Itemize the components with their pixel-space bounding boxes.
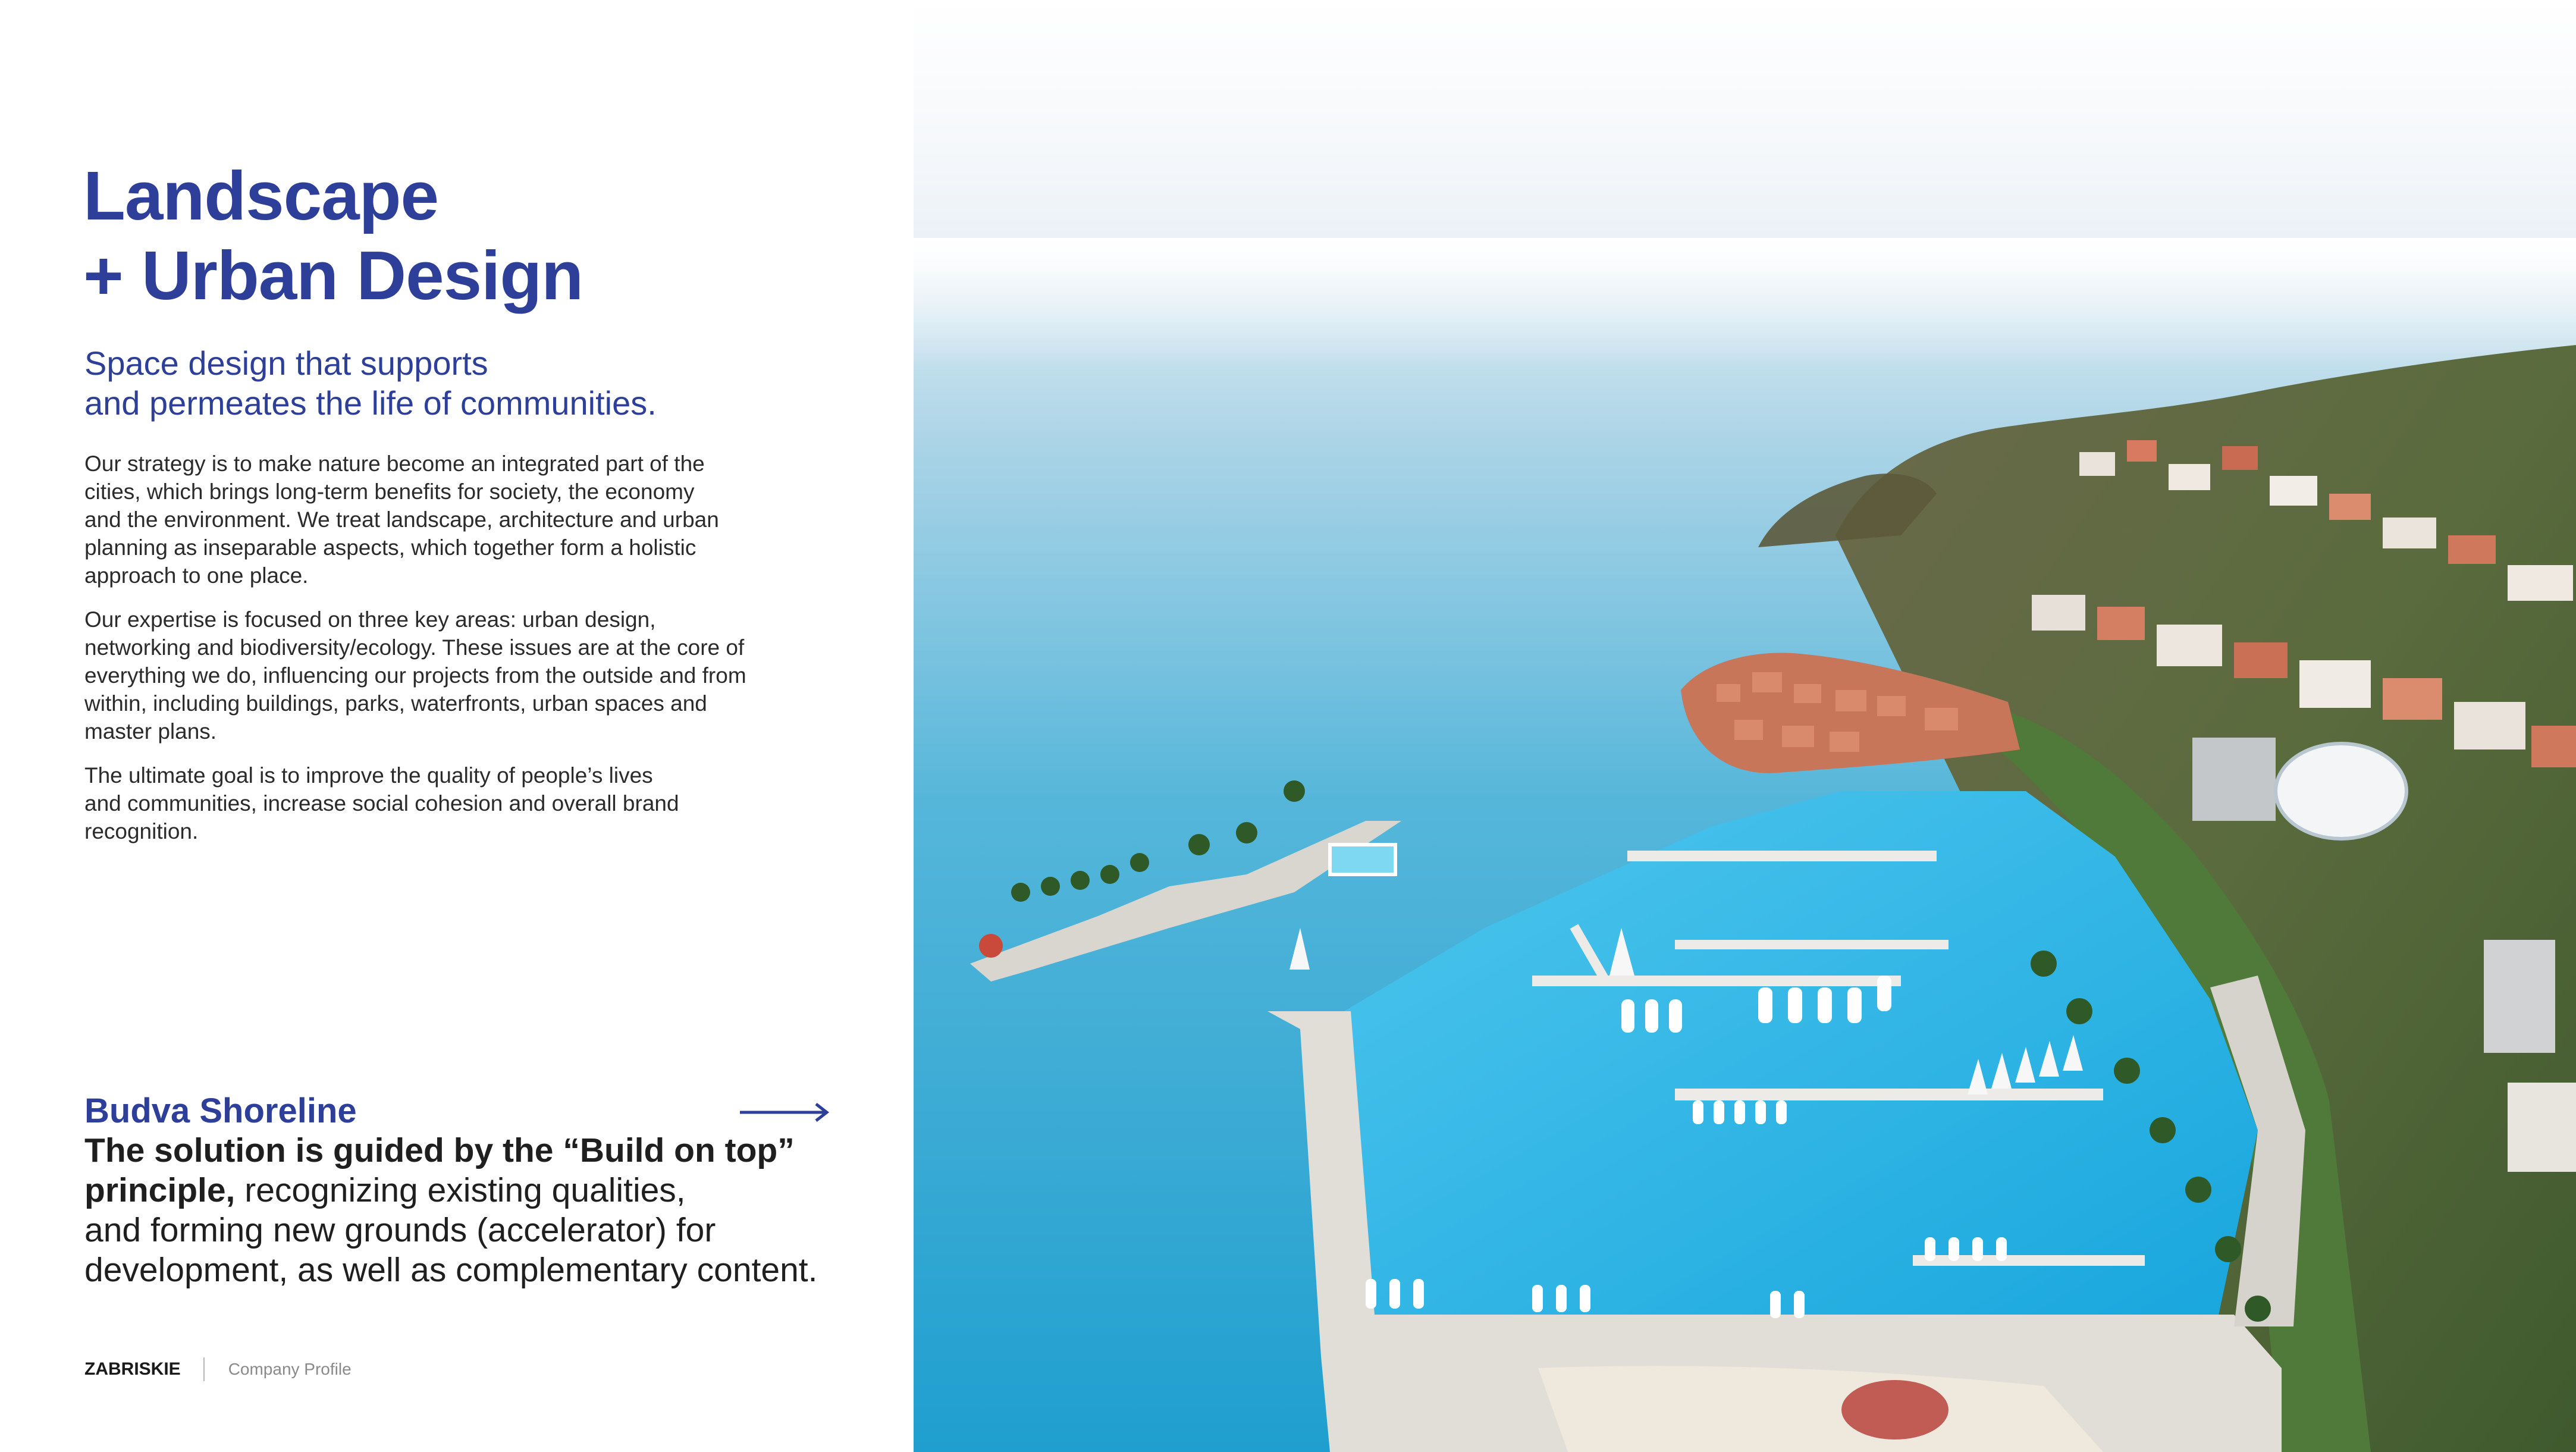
- subtitle-line-1: Space design that supports: [84, 344, 488, 382]
- paragraph-strategy: [84, 450, 858, 589]
- body-line: and the environment. We treat landscape, architecture and urban: [84, 507, 719, 532]
- project-desc-line-4: development, as well as complementary content.: [84, 1251, 818, 1289]
- project-description: [84, 1131, 817, 1290]
- haze: [914, 238, 2576, 369]
- project-desc-text: recognizing existing qualities,: [235, 1171, 686, 1209]
- subtitle-line-2: and permeates the life of communities.: [84, 384, 657, 422]
- page-subtitle: [84, 343, 657, 423]
- project-desc-bold: The solution is guided by the “Build on top”: [84, 1131, 795, 1169]
- text-column: [0, 0, 914, 1452]
- heliport: [979, 934, 1003, 958]
- arrow-right-icon[interactable]: [740, 1102, 830, 1122]
- body-line: Our strategy is to make nature become an integrated part of the: [84, 451, 705, 476]
- brand-logo: ZABRISKIE: [84, 1359, 181, 1379]
- body-line: and communities, increase social cohesion and overall brand: [84, 791, 679, 816]
- footer: [84, 1357, 352, 1381]
- body-text: [84, 450, 858, 861]
- project-desc-line-3: and forming new grounds (accelerator) for: [84, 1211, 716, 1249]
- page-title-line-2: + Urban Design: [83, 237, 583, 314]
- project-desc-bold: principle,: [84, 1171, 236, 1209]
- page-title: [83, 156, 583, 315]
- page-title-line-1: Landscape: [83, 157, 438, 234]
- aerial-illustration: [914, 0, 2576, 1452]
- body-line: everything we do, influencing our projects from the outside and from: [84, 663, 746, 688]
- body-line: The ultimate goal is to improve the quality of people’s lives: [84, 763, 653, 788]
- paragraph-expertise: [84, 606, 858, 745]
- tower-building: [2276, 744, 2406, 839]
- project-desc-line-2: [84, 1171, 817, 1210]
- plaza: [1841, 1380, 1949, 1440]
- document-type: Company Profile: [228, 1360, 352, 1378]
- footer-divider: [203, 1357, 205, 1381]
- project-name: Budva Shoreline: [84, 1092, 357, 1130]
- paragraph-goal: [84, 761, 858, 845]
- body-line: within, including buildings, parks, waterfronts, urban spaces and: [84, 691, 707, 716]
- body-line: Our expertise is focused on three key areas: urban design,: [84, 607, 656, 632]
- project-desc-line-1: [84, 1131, 817, 1171]
- pool: [1330, 845, 1395, 874]
- body-line: networking and biodiversity/ecology. These issues are at the core of: [84, 635, 745, 660]
- body-line: planning as inseparable aspects, which together form a holistic: [84, 535, 696, 560]
- body-line: recognition.: [84, 819, 199, 843]
- body-line: master plans.: [84, 719, 217, 744]
- body-line: approach to one place.: [84, 563, 309, 588]
- aerial-photo: [914, 0, 2576, 1452]
- body-line: cities, which brings long-term benefits for society, the economy: [84, 479, 695, 504]
